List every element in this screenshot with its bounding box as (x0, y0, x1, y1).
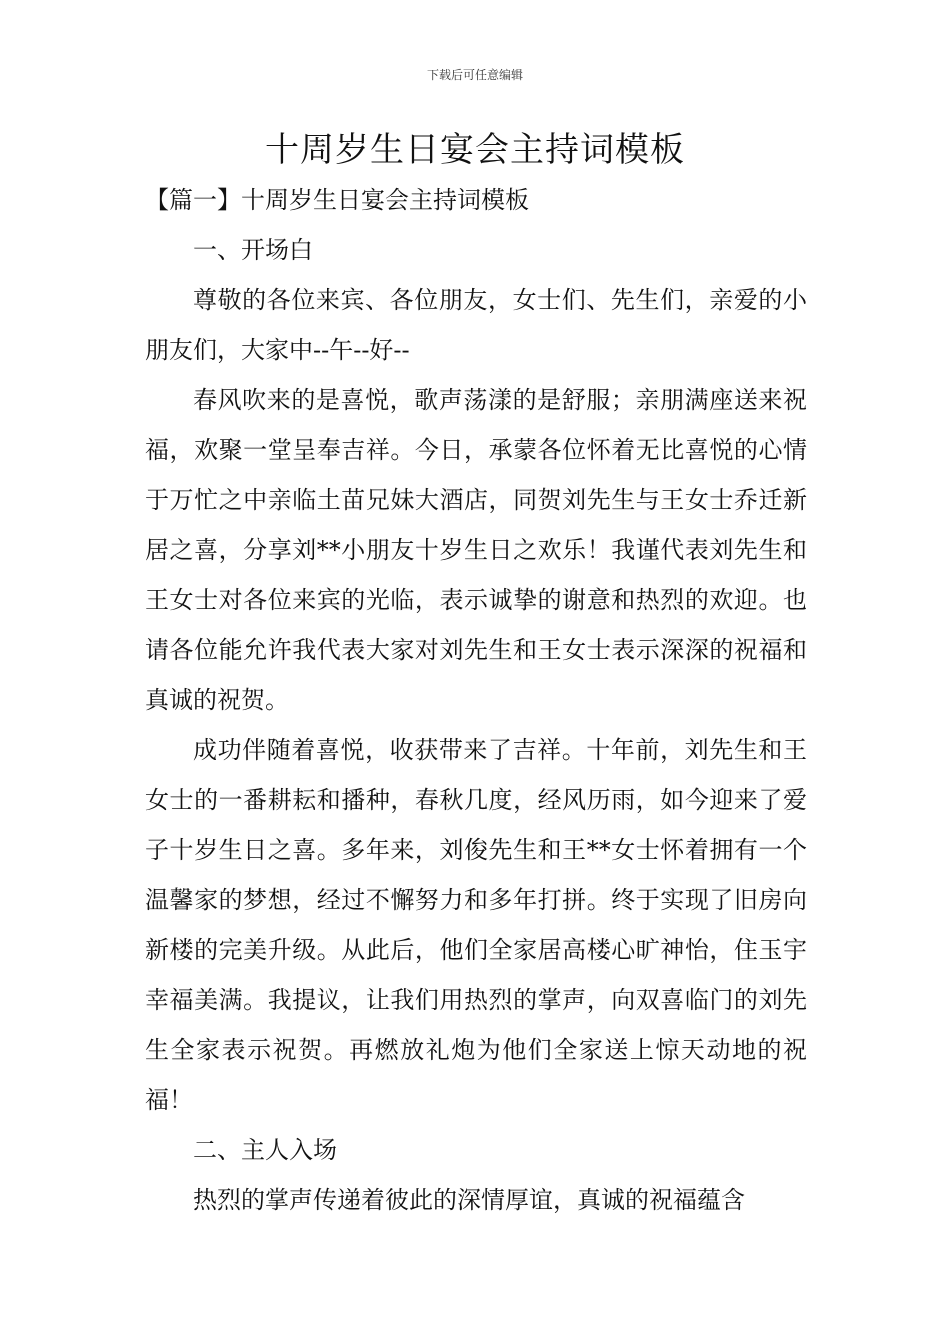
paragraph: 尊敬的各位来宾、各位朋友，女士们、先生们，亲爱的小朋友们，大家中--午--好-- (145, 286, 807, 364)
section-heading: 【篇一】十周岁生日宴会主持词模板 (145, 186, 529, 214)
paragraph: 成功伴随着喜悦，收获带来了吉祥。十年前，刘先生和王女士的一番耕耘和播种，春秋几度，经风历雨，如今迎来了爱子十岁生日之喜。多年来，刘俊先生和王**女士怀着拥有一个温馨家的梦想，经过不懈努力和多年打拼。终于实现了旧房向新楼的完美升级。从此后，他们全家居高楼心旷神怡，住玉宇幸福美满。我提议，让我们用热烈的掌声，向双喜临门的刘先生全家表示祝贺。再燃放礼炮为他们全家送上惊天动地的祝福！ (145, 736, 807, 1114)
document-body (145, 175, 807, 1225)
subsection-heading: 一、开场白 (193, 236, 313, 264)
document-title: 十周岁生日宴会主持词模板 (265, 130, 685, 170)
paragraph: 热烈的掌声传递着彼此的深情厚谊，真诚的祝福蕴含 (193, 1186, 745, 1214)
subsection-heading: 二、主人入场 (193, 1136, 337, 1164)
header-note: 下载后可任意编辑 (426, 68, 523, 82)
paragraph: 春风吹来的是喜悦，歌声荡漾的是舒服；亲朋满座送来祝福，欢聚一堂呈奉吉祥。今日，承蒙各位怀着无比喜悦的心情于万忙之中亲临土苗兄妹大酒店，同贺刘先生与王女士乔迁新居之喜，分享刘**小朋友十岁生日之欢乐！我谨代表刘先生和王女士对各位来宾的光临，表示诚挚的谢意和热烈的欢迎。也请各位能允许我代表大家对刘先生和王女士表示深深的祝福和真诚的祝贺。 (145, 386, 807, 714)
